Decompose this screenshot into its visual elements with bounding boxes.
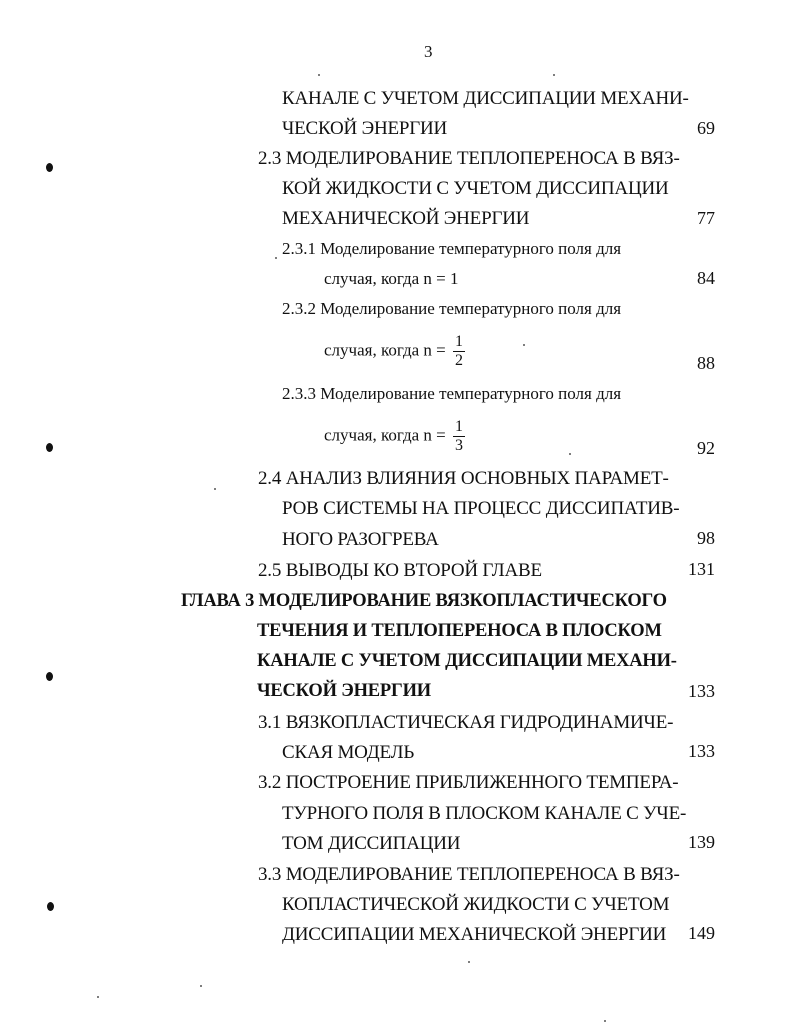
scan-speck [97, 996, 99, 998]
fraction-numerator: 1 [455, 418, 464, 435]
toc-line: НОГО РАЗОГРЕВА [282, 529, 439, 550]
toc-line: СКАЯ МОДЕЛЬ [282, 742, 415, 763]
scan-speck [214, 488, 216, 490]
toc-text: случая, когда [324, 269, 420, 288]
toc-page-number: 131 [688, 559, 715, 579]
toc-page-number: 92 [697, 438, 715, 458]
fraction [453, 333, 465, 370]
fraction-numerator: 1 [455, 333, 464, 350]
toc-page-number: 139 [688, 832, 715, 852]
toc-line: ЧЕСКОЙ ЭНЕРГИИ [282, 118, 448, 139]
toc-line: 2.5 ВЫВОДЫ КО ВТОРОЙ ГЛАВЕ [258, 560, 542, 581]
toc-line: КАНАЛЕ С УЧЕТОМ ДИССИПАЦИИ МЕХАНИ- [257, 651, 677, 671]
toc-page-number: 77 [697, 208, 715, 228]
toc-line: ТУРНОГО ПОЛЯ В ПЛОСКОМ КАНАЛЕ С УЧЕ- [282, 803, 687, 824]
fraction-denominator: 3 [455, 437, 464, 454]
scan-speck [275, 257, 277, 259]
toc-page-number: 149 [688, 923, 715, 943]
toc-line: 3.2 ПОСТРОЕНИЕ ПРИБЛИЖЕННОГО ТЕМПЕРА- [258, 772, 679, 793]
binding-hole-mark [46, 163, 53, 172]
scan-speck [468, 961, 470, 963]
toc-line: КОЙ ЖИДКОСТИ С УЧЕТОМ ДИССИПАЦИИ [282, 178, 669, 199]
formula: n = [423, 340, 446, 360]
toc-line: 2.4 АНАЛИЗ ВЛИЯНИЯ ОСНОВНЫХ ПАРАМЕТ- [258, 468, 669, 489]
toc-line [324, 418, 465, 455]
scan-speck [523, 344, 525, 346]
fraction-denominator: 2 [455, 352, 464, 369]
toc-page-number: 84 [697, 268, 715, 288]
binding-hole-mark [46, 672, 53, 681]
scan-speck [200, 985, 202, 987]
toc-text: случая, когда [324, 425, 420, 445]
toc-line [324, 333, 465, 370]
toc-line [324, 269, 459, 289]
toc-line: ТЕЧЕНИЯ И ТЕПЛОПЕРЕНОСА В ПЛОСКОМ [257, 621, 662, 641]
toc-line: ТОМ ДИССИПАЦИИ [282, 833, 461, 854]
toc-page-number: 133 [688, 681, 715, 701]
toc-line: КАНАЛЕ С УЧЕТОМ ДИССИПАЦИИ МЕХАНИ- [282, 88, 689, 109]
toc-line: 3.3 МОДЕЛИРОВАНИЕ ТЕПЛОПЕРЕНОСА В ВЯЗ- [258, 864, 680, 885]
toc-page-number: 88 [697, 353, 715, 373]
binding-hole-mark [47, 902, 54, 911]
toc-line: 2.3 МОДЕЛИРОВАНИЕ ТЕПЛОПЕРЕНОСА В ВЯЗ- [258, 148, 680, 169]
scan-speck [553, 74, 555, 76]
toc-text: случая, когда [324, 340, 420, 360]
page-number: 3 [424, 42, 433, 61]
toc-page-number: 69 [697, 118, 715, 138]
toc-page-number: 133 [688, 741, 715, 761]
toc-line: МЕХАНИЧЕСКОЙ ЭНЕРГИИ [282, 208, 530, 229]
toc-line: 2.3.3 Моделирование температурного поля для [282, 384, 622, 403]
toc-line: 3.1 ВЯЗКОПЛАСТИЧЕСКАЯ ГИДРОДИНАМИЧЕ- [258, 712, 674, 733]
scan-speck [318, 74, 320, 76]
scan-speck [569, 453, 571, 455]
scan-speck [604, 1020, 606, 1022]
toc-line: РОВ СИСТЕМЫ НА ПРОЦЕСС ДИССИПАТИВ- [282, 498, 680, 519]
fraction [453, 418, 465, 455]
toc-line: КОПЛАСТИЧЕСКОЙ ЖИДКОСТИ С УЧЕТОМ [282, 894, 670, 915]
toc-line: ЧЕСКОЙ ЭНЕРГИИ [257, 681, 431, 701]
formula: n = [423, 425, 446, 445]
toc-line: 2.3.2 Моделирование температурного поля для [282, 299, 622, 318]
toc-line: 2.3.1 Моделирование температурного поля для [282, 239, 622, 258]
toc-page-number: 98 [697, 528, 715, 548]
formula: n = 1 [423, 269, 459, 288]
toc-line: ГЛАВА 3 МОДЕЛИРОВАНИЕ ВЯЗКОПЛАСТИЧЕСКОГО [181, 591, 667, 611]
toc-line: ДИССИПАЦИИ МЕХАНИЧЕСКОЙ ЭНЕРГИИ [282, 924, 667, 945]
binding-hole-mark [46, 443, 53, 452]
